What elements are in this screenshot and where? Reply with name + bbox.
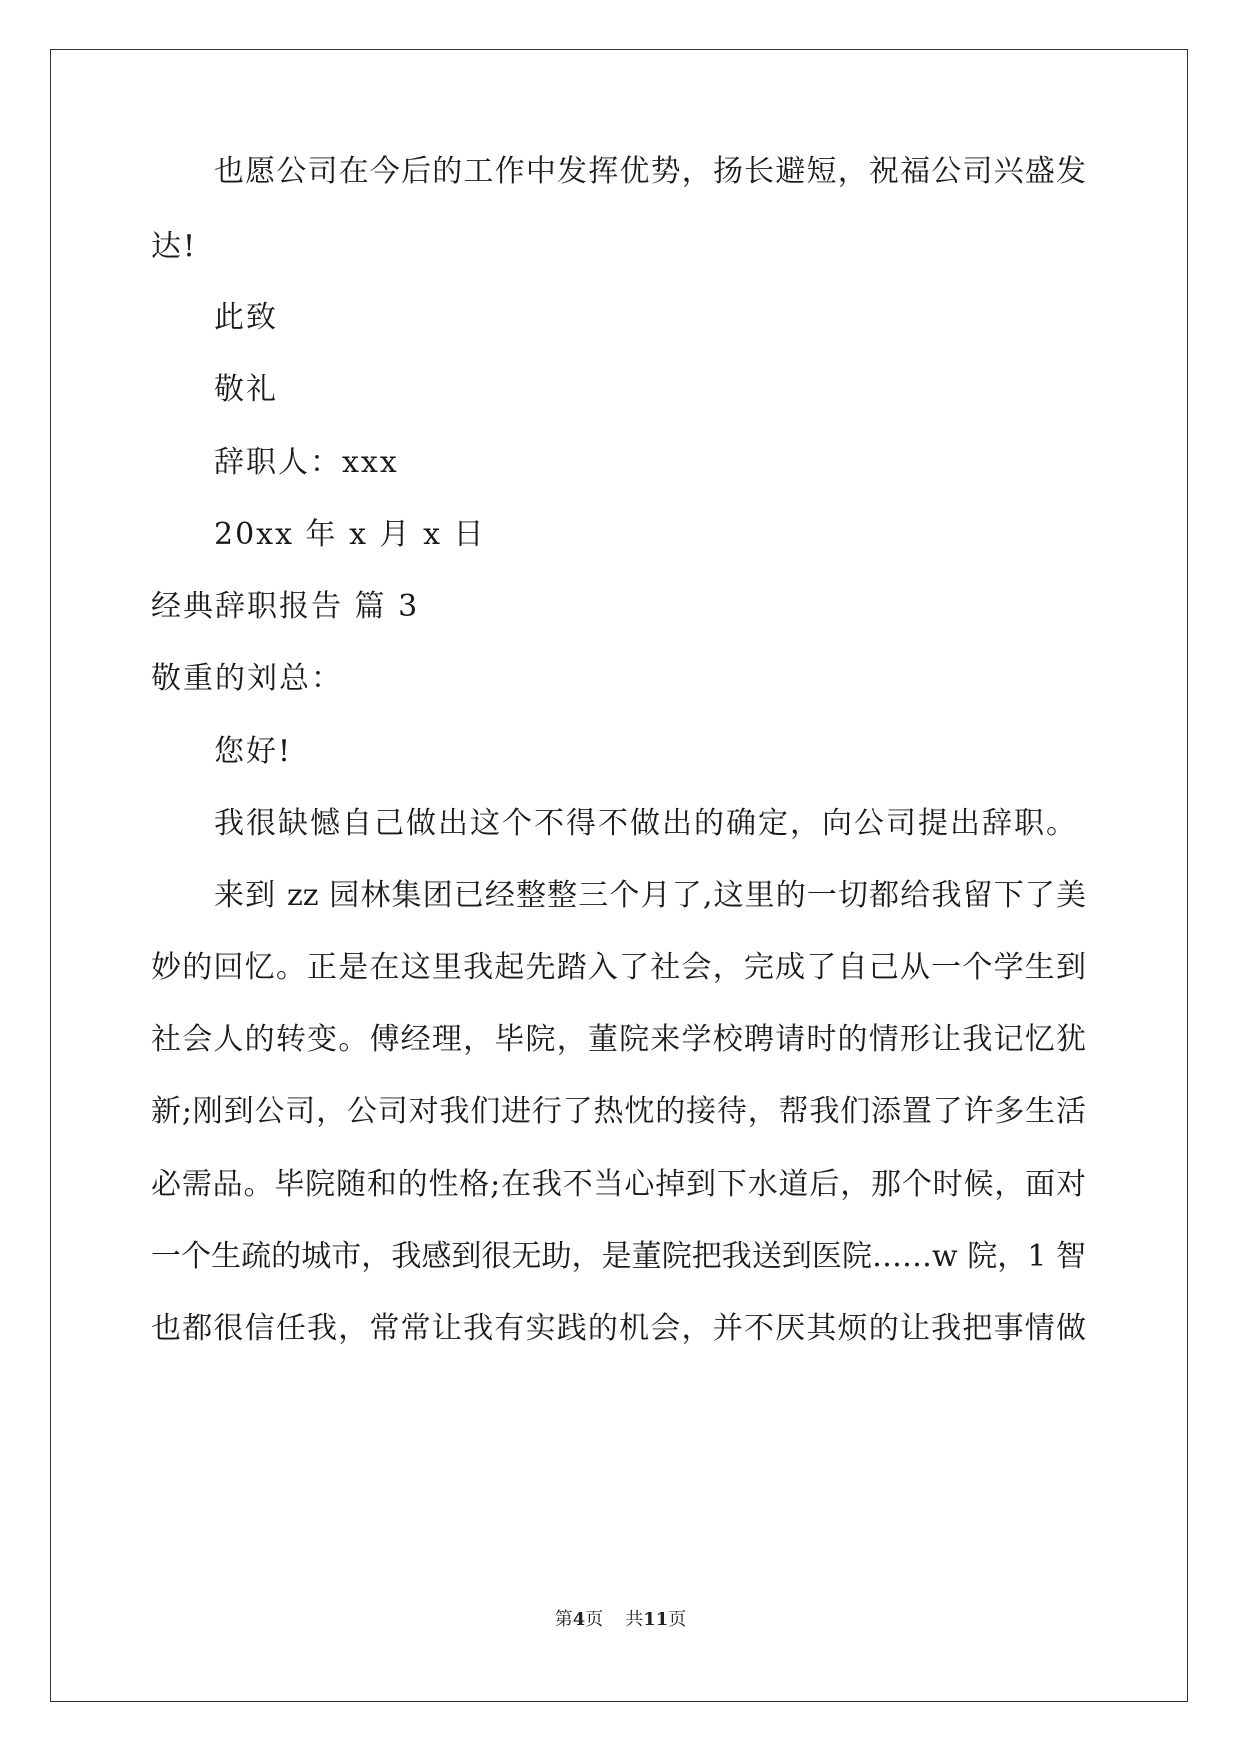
- paragraph-line: 新;刚到公司，公司对我们进行了热忱的接待，帮我们添置了许多生活: [151, 1094, 1086, 1129]
- paragraph-line: 妙的回忆。正是在这里我起先踏入了社会，完成了自己从一个学生到: [151, 950, 1086, 985]
- letter-greeting: 敬重的刘总：: [151, 661, 343, 696]
- closing-regards: 敬礼: [214, 372, 278, 407]
- paragraph-line: 社会人的转变。傅经理，毕院，董院来学校聘请时的情形让我记忆犹: [151, 1022, 1086, 1057]
- letter-opening: 您好!: [214, 734, 293, 769]
- footer-total-unit: 页: [668, 1609, 687, 1630]
- paragraph-line: 也愿公司在今后的工作中发挥优势，扬长避短，祝福公司兴盛发: [214, 154, 1086, 189]
- paragraph-line: 一个生疏的城市，我感到很无助，是董院把我送到医院……w 院，1 智: [151, 1239, 1086, 1274]
- paragraph-line: 也都很信任我，常常让我有实践的机会，并不厌其烦的让我把事情做: [151, 1311, 1086, 1346]
- footer-page-number: 4: [572, 1609, 586, 1630]
- signature-line: 辞职人：xxx: [214, 445, 399, 480]
- footer-total-pages: 11: [643, 1609, 669, 1630]
- footer-total-prefix: 共: [625, 1609, 644, 1630]
- section-heading: 经典辞职报告 篇 3: [151, 589, 420, 624]
- date-line: 20xx 年 x 月 x 日: [214, 517, 486, 552]
- footer-prefix: 第: [554, 1609, 573, 1630]
- footer-page-unit: 页: [585, 1609, 604, 1630]
- paragraph-line: 达!: [151, 229, 198, 264]
- paragraph-line: 来到 zz 园林集团已经整整三个月了,这里的一切都给我留下了美: [214, 878, 1086, 913]
- page-footer: [0, 1608, 1241, 1632]
- paragraph-line: 我很缺憾自己做出这个不得不做出的确定，向公司提出辞职。: [214, 806, 1078, 841]
- closing-salutation: 此致: [214, 300, 278, 335]
- paragraph-line: 必需品。毕院随和的性格;在我不当心掉到下水道后，那个时候，面对: [151, 1167, 1086, 1202]
